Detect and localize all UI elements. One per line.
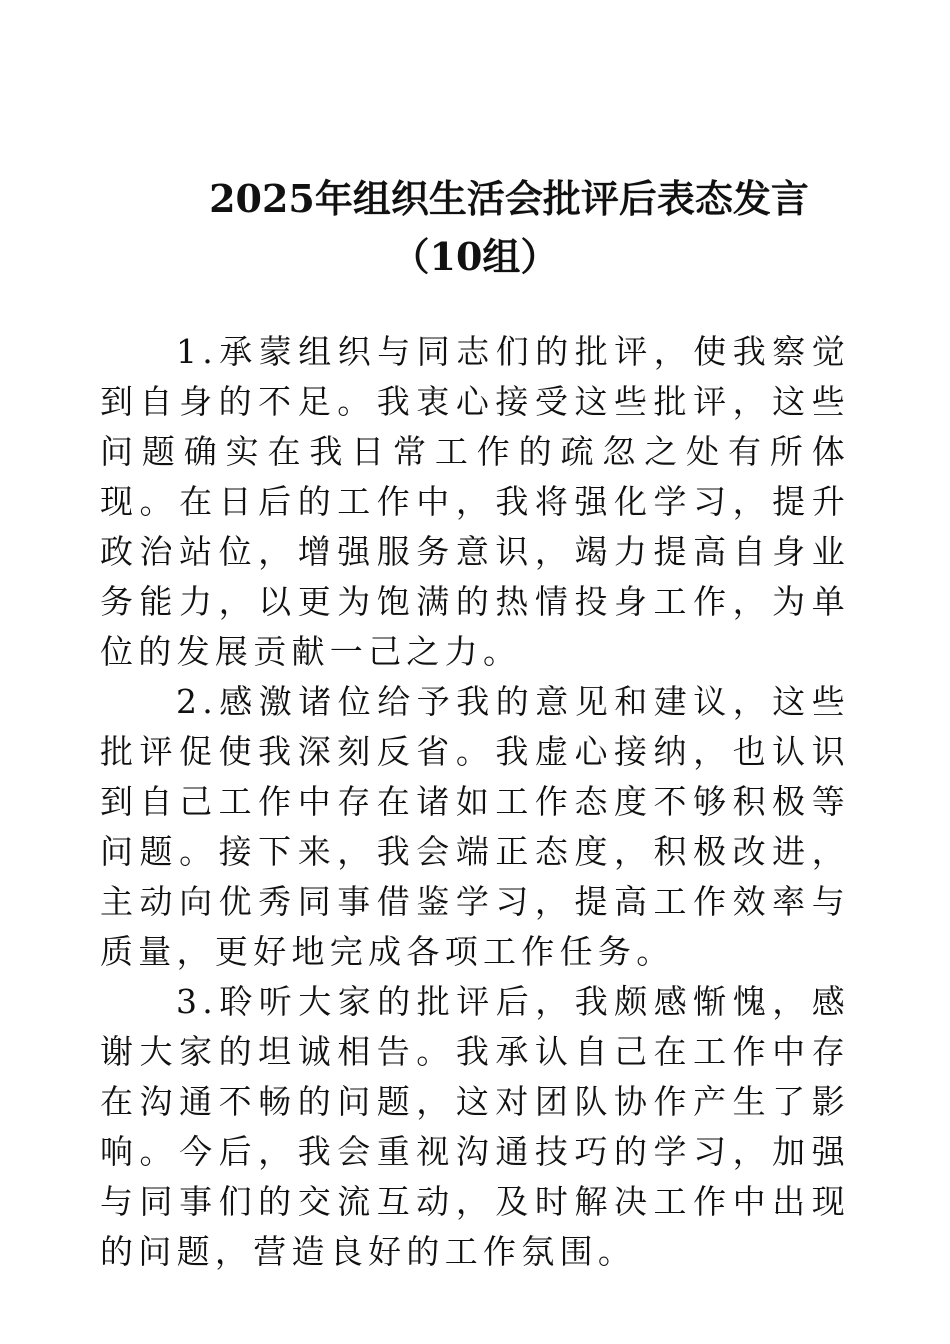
- paragraph-1: 1.承蒙组织与同志们的批评，使我察觉到自身的不足。我衷心接受这些批评，这些问题确实在我日常工作的疏忽之处有所体现。在日后的工作中，我将强化学习，提升政治站位，增强服务意识，竭力提高自身业务能力，以更为饱满的热情投身工作，为单位的发展贡献一己之力。: [100, 332, 850, 671]
- title-line-2: （10组）: [391, 234, 559, 279]
- paragraph-2: 2.感激诸位给予我的意见和建议，这些批评促使我深刻反省。我虚心接纳，也认识到自己工作中存在诸如工作态度不够积极等问题。接下来，我会端正态度，积极改进，主动向优秀同事借鉴学习，提高工作效率与质量，更好地完成各项工作任务。: [100, 682, 850, 971]
- title-line-1: 2025年组织生活会批评后表态发言: [209, 176, 809, 221]
- document-body: [100, 327, 850, 1277]
- document-title: [100, 170, 850, 286]
- paragraph-3: 3.聆听大家的批评后，我颇感惭愧，感谢大家的坦诚相告。我承认自己在工作中存在沟通不畅的问题，这对团队协作产生了影响。今后，我会重视沟通技巧的学习，加强与同事们的交流互动，及时解决工作中出现的问题，营造良好的工作氛围。: [100, 982, 850, 1271]
